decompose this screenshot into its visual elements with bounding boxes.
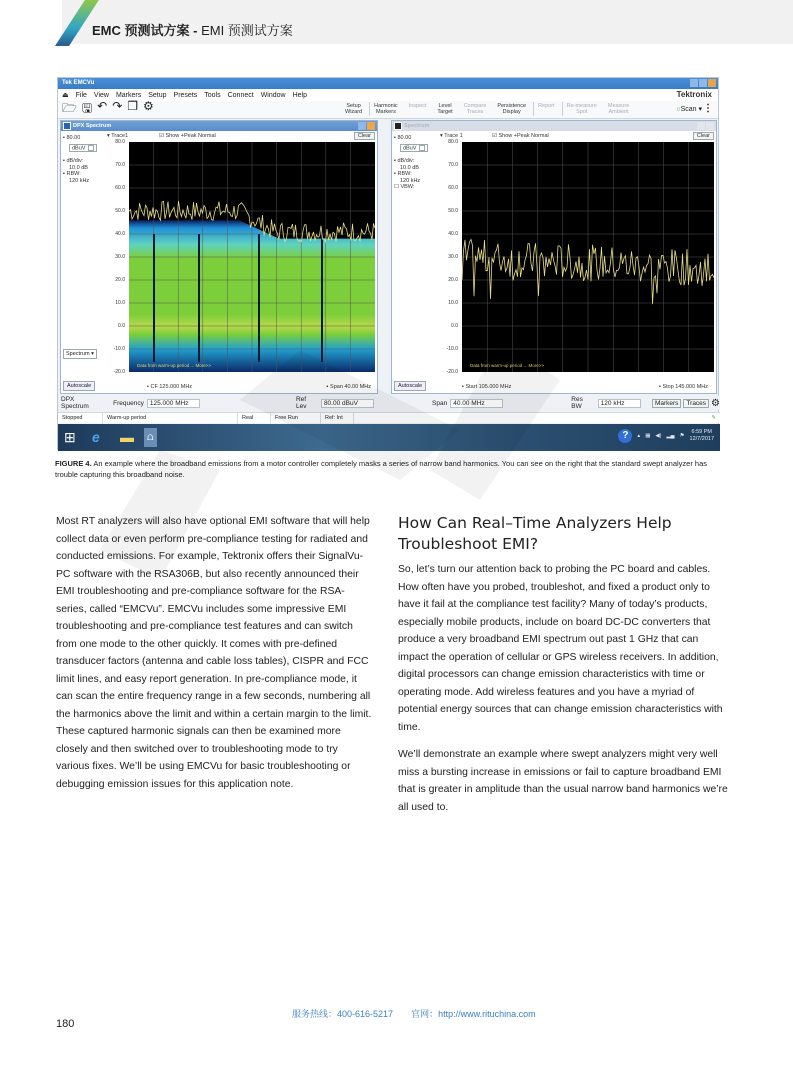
y-tick-label: 10.0 [448, 300, 458, 306]
left-column [56, 513, 374, 793]
trace-select[interactable]: ▾ Trace 1 [440, 133, 463, 139]
res-bw-label: Res BW [571, 396, 583, 410]
y-tick-label: 40.0 [448, 231, 458, 237]
ref-level-value[interactable]: 80.00 [66, 135, 81, 141]
clear-button[interactable]: Clear [354, 132, 375, 140]
status-bar [58, 412, 720, 423]
y-tick-label: 80.0 [115, 139, 125, 145]
y-tick-label: 20.0 [115, 277, 125, 283]
page-number: 180 [56, 1018, 75, 1030]
header-title-rest: EMI 预测试方案 [197, 23, 293, 38]
file-explorer-icon[interactable]: ▬ [120, 429, 134, 445]
pane-icon [394, 122, 402, 130]
y-tick-label: 0.0 [451, 323, 458, 329]
save-icon[interactable]: 🖫 [81, 101, 93, 115]
pane-restore-icon[interactable] [358, 122, 366, 130]
redo-icon[interactable]: ↷ [112, 99, 123, 113]
pane-close-icon[interactable] [367, 122, 375, 130]
mode-label: DPX Spectrum [61, 396, 89, 410]
menu-help[interactable]: Help [292, 91, 307, 99]
y-tick-label: 10.0 [115, 300, 125, 306]
refresh-icon: ○ [676, 106, 681, 113]
compare-traces-button[interactable]: Compare Traces [463, 103, 487, 115]
y-tick-label: 40.0 [115, 231, 125, 237]
rbw-label: RBW: [66, 171, 81, 178]
status-mode: Real [238, 413, 271, 424]
center-frequency: ▪ CF 125.000 MHz [147, 384, 193, 390]
system-clock[interactable]: 6:59 PM 12/7/2017 [689, 429, 714, 442]
windows-taskbar [58, 424, 720, 451]
close-icon[interactable] [708, 79, 716, 87]
status-run-state: Stopped [58, 413, 103, 424]
show-checkbox[interactable]: ☑ Show +Peak Normal [492, 133, 549, 139]
pane-close-icon[interactable] [706, 122, 714, 130]
div-label: dB/div: [66, 158, 84, 165]
trace-header [107, 133, 375, 139]
body-paragraph: Most RT analyzers will also have optional EMI software that will help collect data or even perform pre-compliance testing for radiated and conducted emissions. For example, Tektronix offers their SignalVu-PC software with the RSA306B, but also recently announced their EMI troubleshooting and pre-compliance software for the RSA-series, called “EMCVu”. EMCVu includes some impressive EMI troubleshooting and pre-compliance test features and can switch from one mode to the other quickly. It comes with pre-defined transducer factors (antenna and cable loss tables), CISPR and FCC limit lines, and easy report generation. In pre-compliance mode, it can scan the entire frequency range in a few seconds, numbering all the harmonics above the limit and within a certain margin to the limit. These captured harmonic signals can then be examined more closely and then switched over to troubleshooting mode to try various fixes. We’ll be using EMCVu for basic troubleshooting or debugging emission issues for this application note. [56, 516, 372, 790]
span-readout: ▪ Span 40.00 MHz [326, 384, 371, 390]
website-link[interactable]: 官网：http://www.rituchina.com [411, 1009, 536, 1019]
body-paragraph: We’ll demonstrate an example where swept analyzers might very well miss a bursting increase in emissions or fail to capture broadband EMI that is greater in amplitude than the usual narrow band harmonics we’re all used to. [398, 749, 728, 813]
inspect-button[interactable]: Inspect [408, 103, 427, 109]
body-paragraph: So, let’s turn our attention back to probing the PC board and cables. How often have you probed, troubleshot, and fixed a product only to have it fail at the compliance test facility? Many of today’s products, especially mobile products, include on board DC-DC converters that produce a very broadband EMI spectrum out past 1 GHz that can impact the operation of cellular or GPS wireless receivers. In addition, digital processors can change emission characteristics with time or operating mode. Add wireless features and you have a myriad of potential energy sources that can change emission characteristics with time. [398, 564, 723, 733]
menu-window[interactable]: Window [260, 91, 286, 99]
swept-plot [462, 142, 714, 372]
show-checkbox[interactable]: ☑ Show +Peak Normal [159, 133, 216, 139]
windows-start-icon[interactable]: ⊞ [64, 429, 76, 445]
status-message: Warm-up period [103, 413, 238, 424]
flag-icon[interactable]: ⚑ [679, 433, 685, 439]
y-tick-label: -20.0 [446, 369, 458, 375]
window-controls [690, 79, 716, 87]
gear-icon[interactable]: ⚙ [143, 99, 154, 113]
settings-sidebar: ▪ 80.00 dBuV ▪ dB/div: 10.0 dB ▪ RBW: 120 kHz ☐ VBW: [394, 135, 436, 191]
help-icon[interactable]: ? [618, 429, 632, 443]
emcvu-app-icon[interactable]: ⩍ [144, 428, 157, 447]
y-tick-label: -10.0 [446, 346, 458, 352]
menu-file[interactable]: File [75, 91, 87, 99]
menu-view[interactable]: View [93, 91, 109, 99]
right-column [398, 513, 728, 816]
rbw-value[interactable]: 120 kHz [400, 177, 421, 184]
page-header [0, 0, 793, 44]
windows-icon[interactable]: ❐ [127, 99, 139, 113]
figure-label: FIGURE 4. [55, 459, 92, 468]
pane-title-bar [392, 121, 716, 131]
y-tick-label: 50.0 [448, 208, 458, 214]
y-tick-label: 70.0 [115, 162, 125, 168]
warmup-message[interactable]: Data from warm-up period ... More>> [137, 363, 212, 368]
div-value[interactable]: 10.0 dB [400, 164, 419, 171]
figure-caption [55, 458, 727, 480]
menu-tools[interactable]: Tools [204, 91, 221, 99]
y-tick-label: 0.0 [118, 323, 125, 329]
measure-ambient-button[interactable]: Measure Ambient [607, 103, 630, 115]
menu-connect[interactable]: Connect [227, 91, 254, 99]
tray-expand-icon[interactable]: ▴ [637, 433, 641, 439]
autoscale-button[interactable]: Autoscale [394, 381, 426, 391]
system-tray [618, 429, 714, 443]
markers-button[interactable]: Markers [652, 399, 681, 408]
header-title-bold: EMC 预测试方案 - [92, 23, 198, 38]
menu-presets[interactable]: Presets [173, 91, 198, 99]
swept-spectrum-pane [391, 120, 717, 394]
figure-caption-text: An example where the broadband emissions from a motor controller completely masks a series of narrow band harmonics. You can see on the right that the standard swept analyzer has trouble capturing this broadband noise. [55, 459, 708, 479]
settings-gear-icon[interactable]: ⚙ [711, 397, 721, 409]
pane-title: Spectrum [404, 123, 430, 129]
brand-logo: Tektronix [676, 90, 712, 99]
traces-button[interactable]: Traces [683, 399, 709, 408]
y-tick-label: 50.0 [115, 208, 125, 214]
y-tick-label: 60.0 [115, 185, 125, 191]
window-title: Tek EMCVu [62, 80, 95, 86]
re-measure-spot-button[interactable]: Re-measure Spot [562, 102, 601, 116]
y-tick-label: 30.0 [115, 254, 125, 260]
control-bar [58, 396, 720, 410]
warmup-message[interactable]: Data from warm-up period ... More>> [470, 363, 545, 368]
eject-icon[interactable]: ⏏ [62, 92, 69, 99]
toolbar [58, 101, 718, 119]
frequency-field[interactable]: 125.000 MHz [147, 399, 200, 408]
ie-browser-icon[interactable]: e [92, 429, 100, 445]
more-options-icon[interactable]: ⋮ [703, 103, 713, 114]
harmonic-markers-button[interactable]: Harmonic Markers [369, 102, 402, 116]
rbw-label: RBW: [397, 171, 412, 178]
frequency-label: Frequency [113, 399, 144, 407]
unit-select[interactable]: dBuV [400, 144, 428, 153]
level-target-button[interactable]: Level Target [437, 103, 453, 115]
start-frequency: ▪ Start 105.000 MHz [462, 384, 512, 390]
report-button[interactable]: Report [533, 102, 559, 116]
undo-icon[interactable]: ↶ [97, 99, 108, 113]
signal-icon[interactable]: ▂▄ [666, 433, 675, 439]
maximize-icon[interactable] [699, 79, 707, 87]
settings-sidebar: ▪ 80.00 dBuV ▪ dB/div: 10.0 dB ▪ RBW: 120 kHz [63, 135, 105, 184]
y-tick-label: 20.0 [448, 277, 458, 283]
stop-frequency: ▪ Stop 145.000 MHz [658, 384, 708, 390]
app-screenshot [57, 77, 719, 450]
div-label: dB/div: [397, 158, 415, 165]
y-tick-label: 60.0 [448, 185, 458, 191]
ref-lev-field[interactable]: 80.00 dBuV [321, 399, 374, 408]
clear-button[interactable]: Clear [693, 132, 714, 140]
pane-title: DPX Spectrum [73, 123, 112, 129]
minimize-icon[interactable] [690, 79, 698, 87]
service-hotline: 服务热线：400-616-5217 [292, 1009, 394, 1019]
div-value[interactable]: 10.0 dB [69, 164, 88, 171]
scan-button[interactable]: ○Scan ▾ [676, 106, 702, 113]
pane-title-bar [61, 121, 377, 131]
ref-level-value[interactable]: 80.00 [397, 135, 412, 141]
dpx-plot [129, 142, 375, 372]
trace-select[interactable]: ▾ Trace1 [107, 133, 129, 139]
window-titlebar [58, 78, 718, 89]
dpx-spectrum-pane [60, 120, 378, 394]
status-trigger: Free Run [271, 413, 321, 424]
res-bw-field[interactable]: 120 kHz [598, 399, 641, 408]
span-field[interactable]: 40.00 MHz [450, 399, 503, 408]
y-tick-label: -20.0 [113, 369, 125, 375]
status-ok-icon: ✎ [711, 414, 716, 421]
setup-wizard-button[interactable]: Setup Wizard [345, 103, 363, 115]
persistence-display-button[interactable]: Persistence Display [497, 103, 527, 115]
trace-header [440, 133, 714, 139]
volume-icon[interactable]: ◀) [655, 433, 662, 439]
span-label: Span [432, 399, 448, 407]
y-tick-label: 80.0 [448, 139, 458, 145]
menu-bar [58, 89, 718, 101]
page-footer [292, 1007, 536, 1020]
autoscale-button[interactable]: Autoscale [63, 381, 95, 391]
mode-select[interactable]: Spectrum ▾ [63, 349, 97, 359]
y-tick-label: 70.0 [448, 162, 458, 168]
ref-lev-label: Ref Lev [295, 396, 307, 410]
vbw-checkbox[interactable]: ☐ VBW: [394, 184, 415, 191]
y-axis-ticks [440, 139, 460, 375]
header-title [92, 20, 293, 39]
rbw-value[interactable]: 120 kHz [69, 177, 90, 184]
network-icon[interactable]: ▦ [645, 433, 651, 439]
pane-restore-icon[interactable] [697, 122, 705, 130]
chevron-down-icon: ▾ [698, 106, 702, 113]
unit-select[interactable]: dBuV [69, 144, 97, 153]
open-icon[interactable]: 🗁 [62, 101, 77, 115]
y-tick-label: -10.0 [113, 346, 125, 352]
status-reference: Ref: Int [321, 413, 354, 424]
menu-markers[interactable]: Markers [115, 91, 142, 99]
y-tick-label: 30.0 [448, 254, 458, 260]
y-axis-ticks [107, 139, 127, 375]
pane-icon [63, 122, 71, 130]
section-heading: How Can Real–Time Analyzers Help Troubleshoot EMI? [398, 514, 672, 553]
menu-setup[interactable]: Setup [148, 91, 167, 99]
